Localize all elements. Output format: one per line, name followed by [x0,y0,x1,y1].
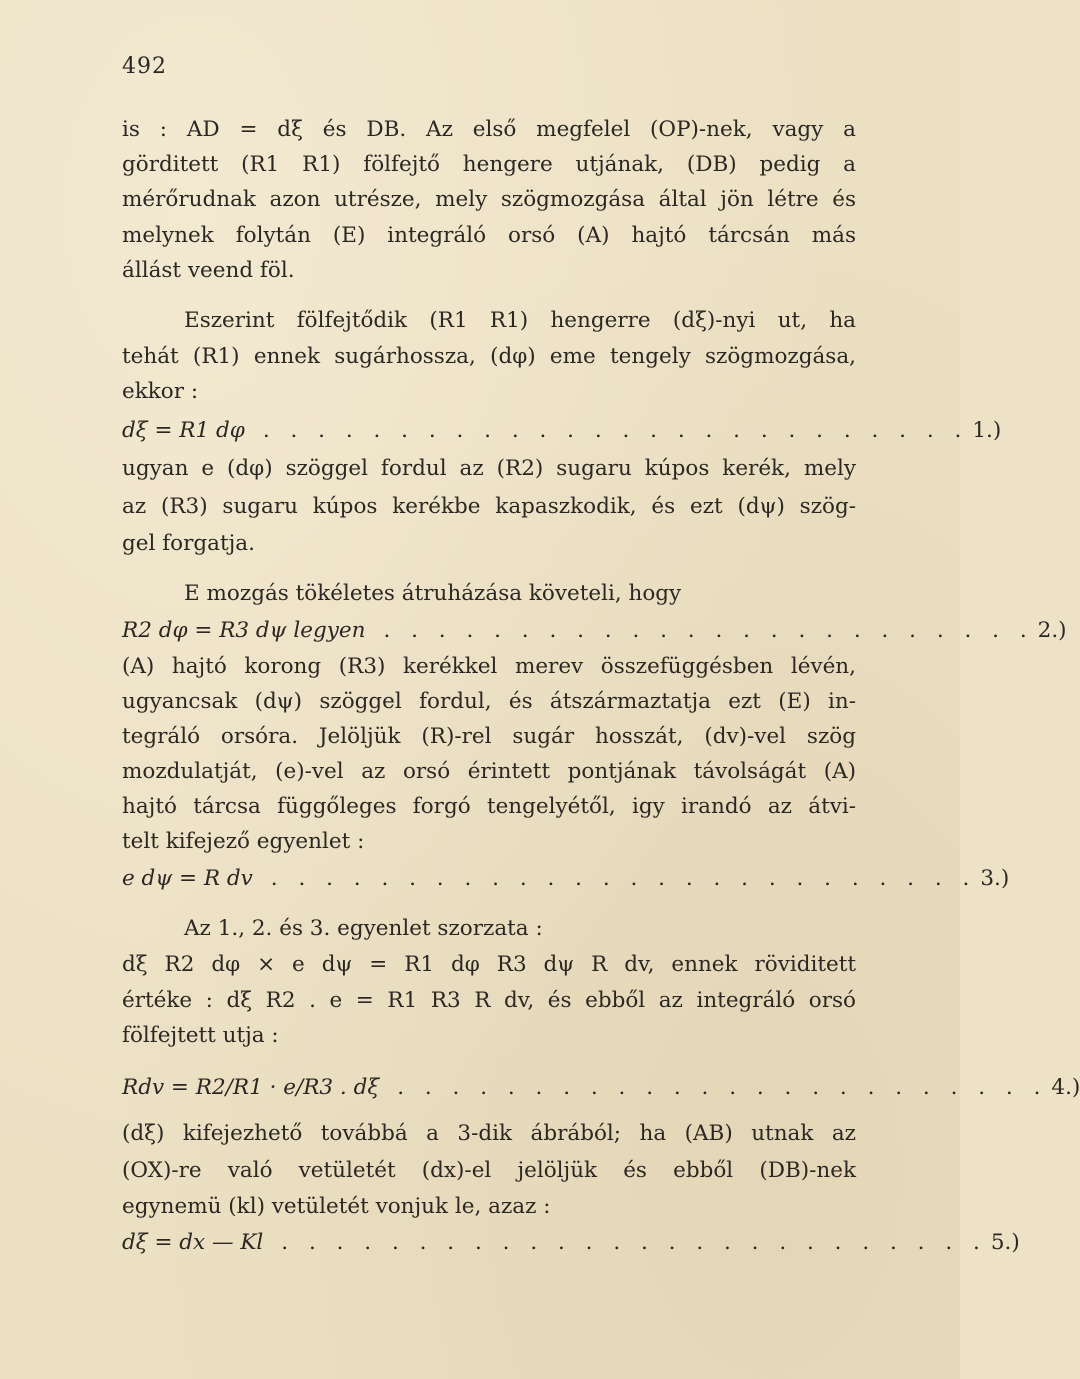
text-line: Az 1., 2. és 3. egyenlet szorzata : [184,916,543,941]
text-line: tegráló orsóra. Jelöljük (R)-rel sugár hosszát, (dv)-vel szög [122,724,856,749]
equation-leader-dots: . . . . . . . . . . . . . . . . . . . . . . . . [397,1075,1048,1100]
equation-leader-dots: . . . . . . . . . . . . . . . . . . . . . . . . . . [281,1230,987,1255]
equation-number: 5.) [990,1230,1020,1255]
equation-3 [122,866,1010,891]
equation-formula: dξ = dx — Kl [122,1230,264,1255]
text-line: gel forgatja. [122,531,255,556]
equation-1 [122,418,1002,443]
text-line: mozdulatját, (e)-vel az orsó érintett pontjának távolságát (A) [122,759,856,784]
text-line: (dξ) kifejezhető továbbá a 3-dik ábrából; ha (AB) utnak az [122,1121,856,1146]
equation-2 [122,618,1067,643]
equation-number: 4.) [1051,1075,1080,1100]
text-line: ugyan e (dφ) szöggel fordul az (R2) sugaru kúpos kerék, mely [122,456,856,481]
text-line: ekkor : [122,379,199,404]
equation-leader-dots: . . . . . . . . . . . . . . . . . . . . . . . . . . [270,866,977,891]
text-line: melynek folytán (E) integráló orsó (A) hajtó tárcsán más [122,223,856,248]
equation-number: 3.) [980,866,1010,891]
equation-number: 2.) [1037,618,1067,643]
text-line: is : AD = dξ és DB. Az első megfelel (OP)-nek, vagy a [122,117,856,142]
text-line: hajtó tárcsa függőleges forgó tengelyétől, igy irandó az átvi- [122,794,856,819]
text-line: tehát (R1) ennek sugárhossza, (dφ) eme tengely szögmozgása, [122,344,856,369]
text-line: (OX)-re való vetületét (dx)-el jelöljük és ebből (DB)-nek [122,1158,856,1183]
equation-4 [122,1075,1080,1100]
text-line: az (R3) sugaru kúpos kerékbe kapaszkodik, és ezt (dψ) szög- [122,494,856,519]
equation-5 [122,1230,1020,1255]
text-line: E mozgás tökéletes átruházása követeli, hogy [184,581,682,606]
equation-formula: Rdv = R2/R1 · e/R3 . dξ [122,1075,380,1100]
equation-leader-dots: . . . . . . . . . . . . . . . . . . . . . . . . . . [262,418,969,443]
equation-formula: dξ = R1 dφ [122,418,245,443]
text-line: fölfejtett utja : [122,1023,279,1048]
equation-formula: R2 dφ = R3 dψ legyen [122,618,366,643]
text-line: egynemü (kl) vetületét vonjuk le, azaz : [122,1194,551,1219]
text-line: mérőrudnak azon utrésze, mely szögmozgása által jön létre és [122,187,856,212]
text-line: állást veend föl. [122,258,295,283]
text-line: Eszerint fölfejtődik (R1 R1) hengerre (dξ)-nyi ut, ha [184,308,856,333]
equation-formula: e dψ = R dv [122,866,253,891]
text-line: görditett (R1 R1) fölfejtő hengere utjának, (DB) pedig a [122,152,856,177]
page-number: 492 [122,54,167,79]
text-line: értéke : dξ R2 . e = R1 R3 R dv, és ebből az integráló orsó [122,988,856,1013]
text-line: telt kifejező egyenlet : [122,829,365,854]
text-line: ugyancsak (dψ) szöggel fordul, és átszármaztatja ezt (E) in- [122,689,856,714]
text-line: (A) hajtó korong (R3) kerékkel merev összefüggésben lévén, [122,654,856,679]
equation-leader-dots: . . . . . . . . . . . . . . . . . . . . . . . . [383,618,1034,643]
equation-number: 1.) [972,418,1002,443]
text-line: dξ R2 dφ × e dψ = R1 dφ R3 dψ R dv, ennek röviditett [122,952,856,977]
